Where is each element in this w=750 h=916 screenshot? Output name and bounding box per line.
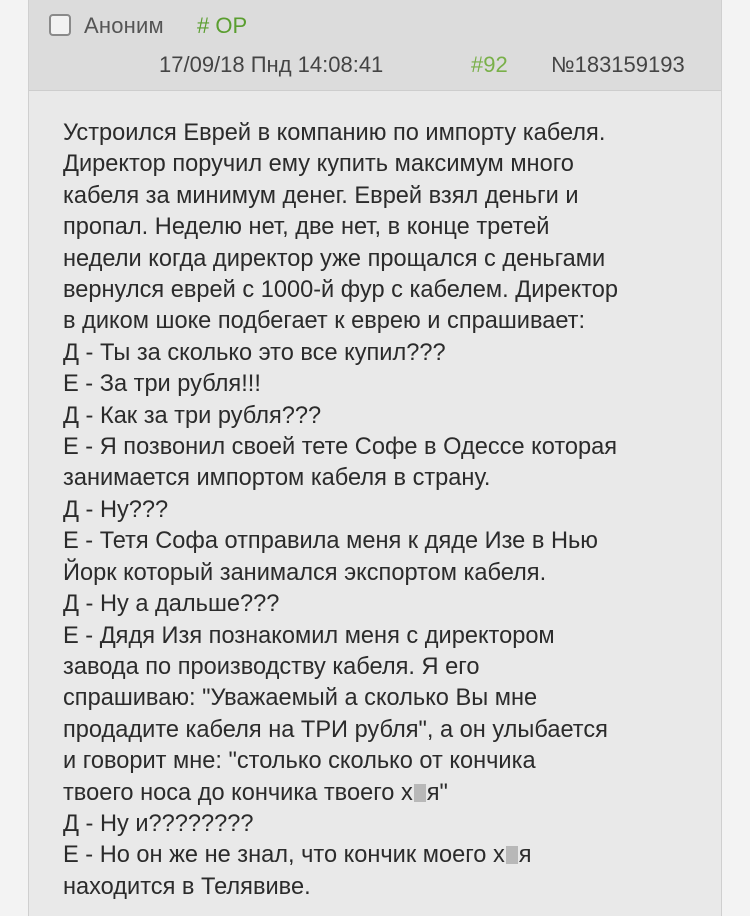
post-line: находится в Телявиве.	[63, 873, 311, 900]
post-header	[29, 0, 721, 91]
line-part: я"	[426, 779, 448, 806]
select-post-checkbox[interactable]	[49, 14, 71, 36]
censor-block	[506, 846, 518, 864]
post-line: Д - Ну???	[63, 496, 169, 523]
post-line: Д - Ну и????????	[63, 810, 254, 837]
post-line-censored	[63, 778, 713, 809]
post-line: Е - Я позвонил своей тете Софе в Одессе которая	[63, 434, 618, 461]
line-part: я	[518, 842, 532, 869]
post-line: Д - Ты за сколько это все купил???	[63, 339, 446, 366]
post-line: пропал. Неделю нет, две нет, в конце третей	[63, 214, 550, 241]
post-line: Д - Ну а дальше???	[63, 591, 280, 618]
post-container	[28, 0, 722, 916]
post-line: недели когда директор уже прощался с деньгами	[63, 245, 606, 272]
post-line: Е - За три рубля!!!	[63, 371, 261, 398]
post-date: 17/09/18 Пнд 14:08:41	[159, 52, 384, 77]
line-part: Е - Но он же не знал, что кончик моего х	[63, 842, 505, 869]
post-number[interactable]: #92	[471, 52, 508, 77]
post-line: кабеля за минимум денег. Еврей взял деньги и	[63, 182, 579, 209]
line-part: твоего носа до кончика твоего х	[63, 779, 413, 806]
poster-name: Аноним	[84, 13, 164, 38]
op-badge: # OP	[197, 13, 248, 38]
post-line: спрашиваю: "Уважаемый а сколько Вы мне	[63, 685, 538, 712]
post-line: вернулся еврей с 1000-й фур с кабелем. Директор	[63, 277, 619, 304]
post-line: Д - Как за три рубля???	[63, 402, 322, 429]
post-line: завода по производству кабеля. Я его	[63, 653, 480, 680]
post-line: и говорит мне: "столько сколько от кончика	[63, 748, 536, 775]
post-line: занимается импортом кабеля в страну.	[63, 465, 491, 492]
post-id-link[interactable]: №183159193	[551, 52, 685, 77]
post-line: Устроился Еврей в компанию по импорту кабеля.	[63, 120, 606, 146]
post-line-censored	[63, 840, 713, 871]
post-line: в диком шоке подбегает к еврею и спрашивает:	[63, 308, 586, 335]
post-line: Йорк который занимался экспортом кабеля.	[63, 559, 547, 586]
post-body	[63, 118, 713, 903]
post-line: Е - Дядя Изя познакомил меня с директором	[63, 622, 555, 649]
censor-block	[414, 784, 426, 802]
post-line: продадите кабеля на ТРИ рубля", а он улыбается	[63, 716, 608, 743]
post-line: Е - Тетя Софа отправила меня к дяде Изе в Нью	[63, 528, 598, 555]
post-line: Директор поручил ему купить максимум много	[63, 151, 574, 178]
